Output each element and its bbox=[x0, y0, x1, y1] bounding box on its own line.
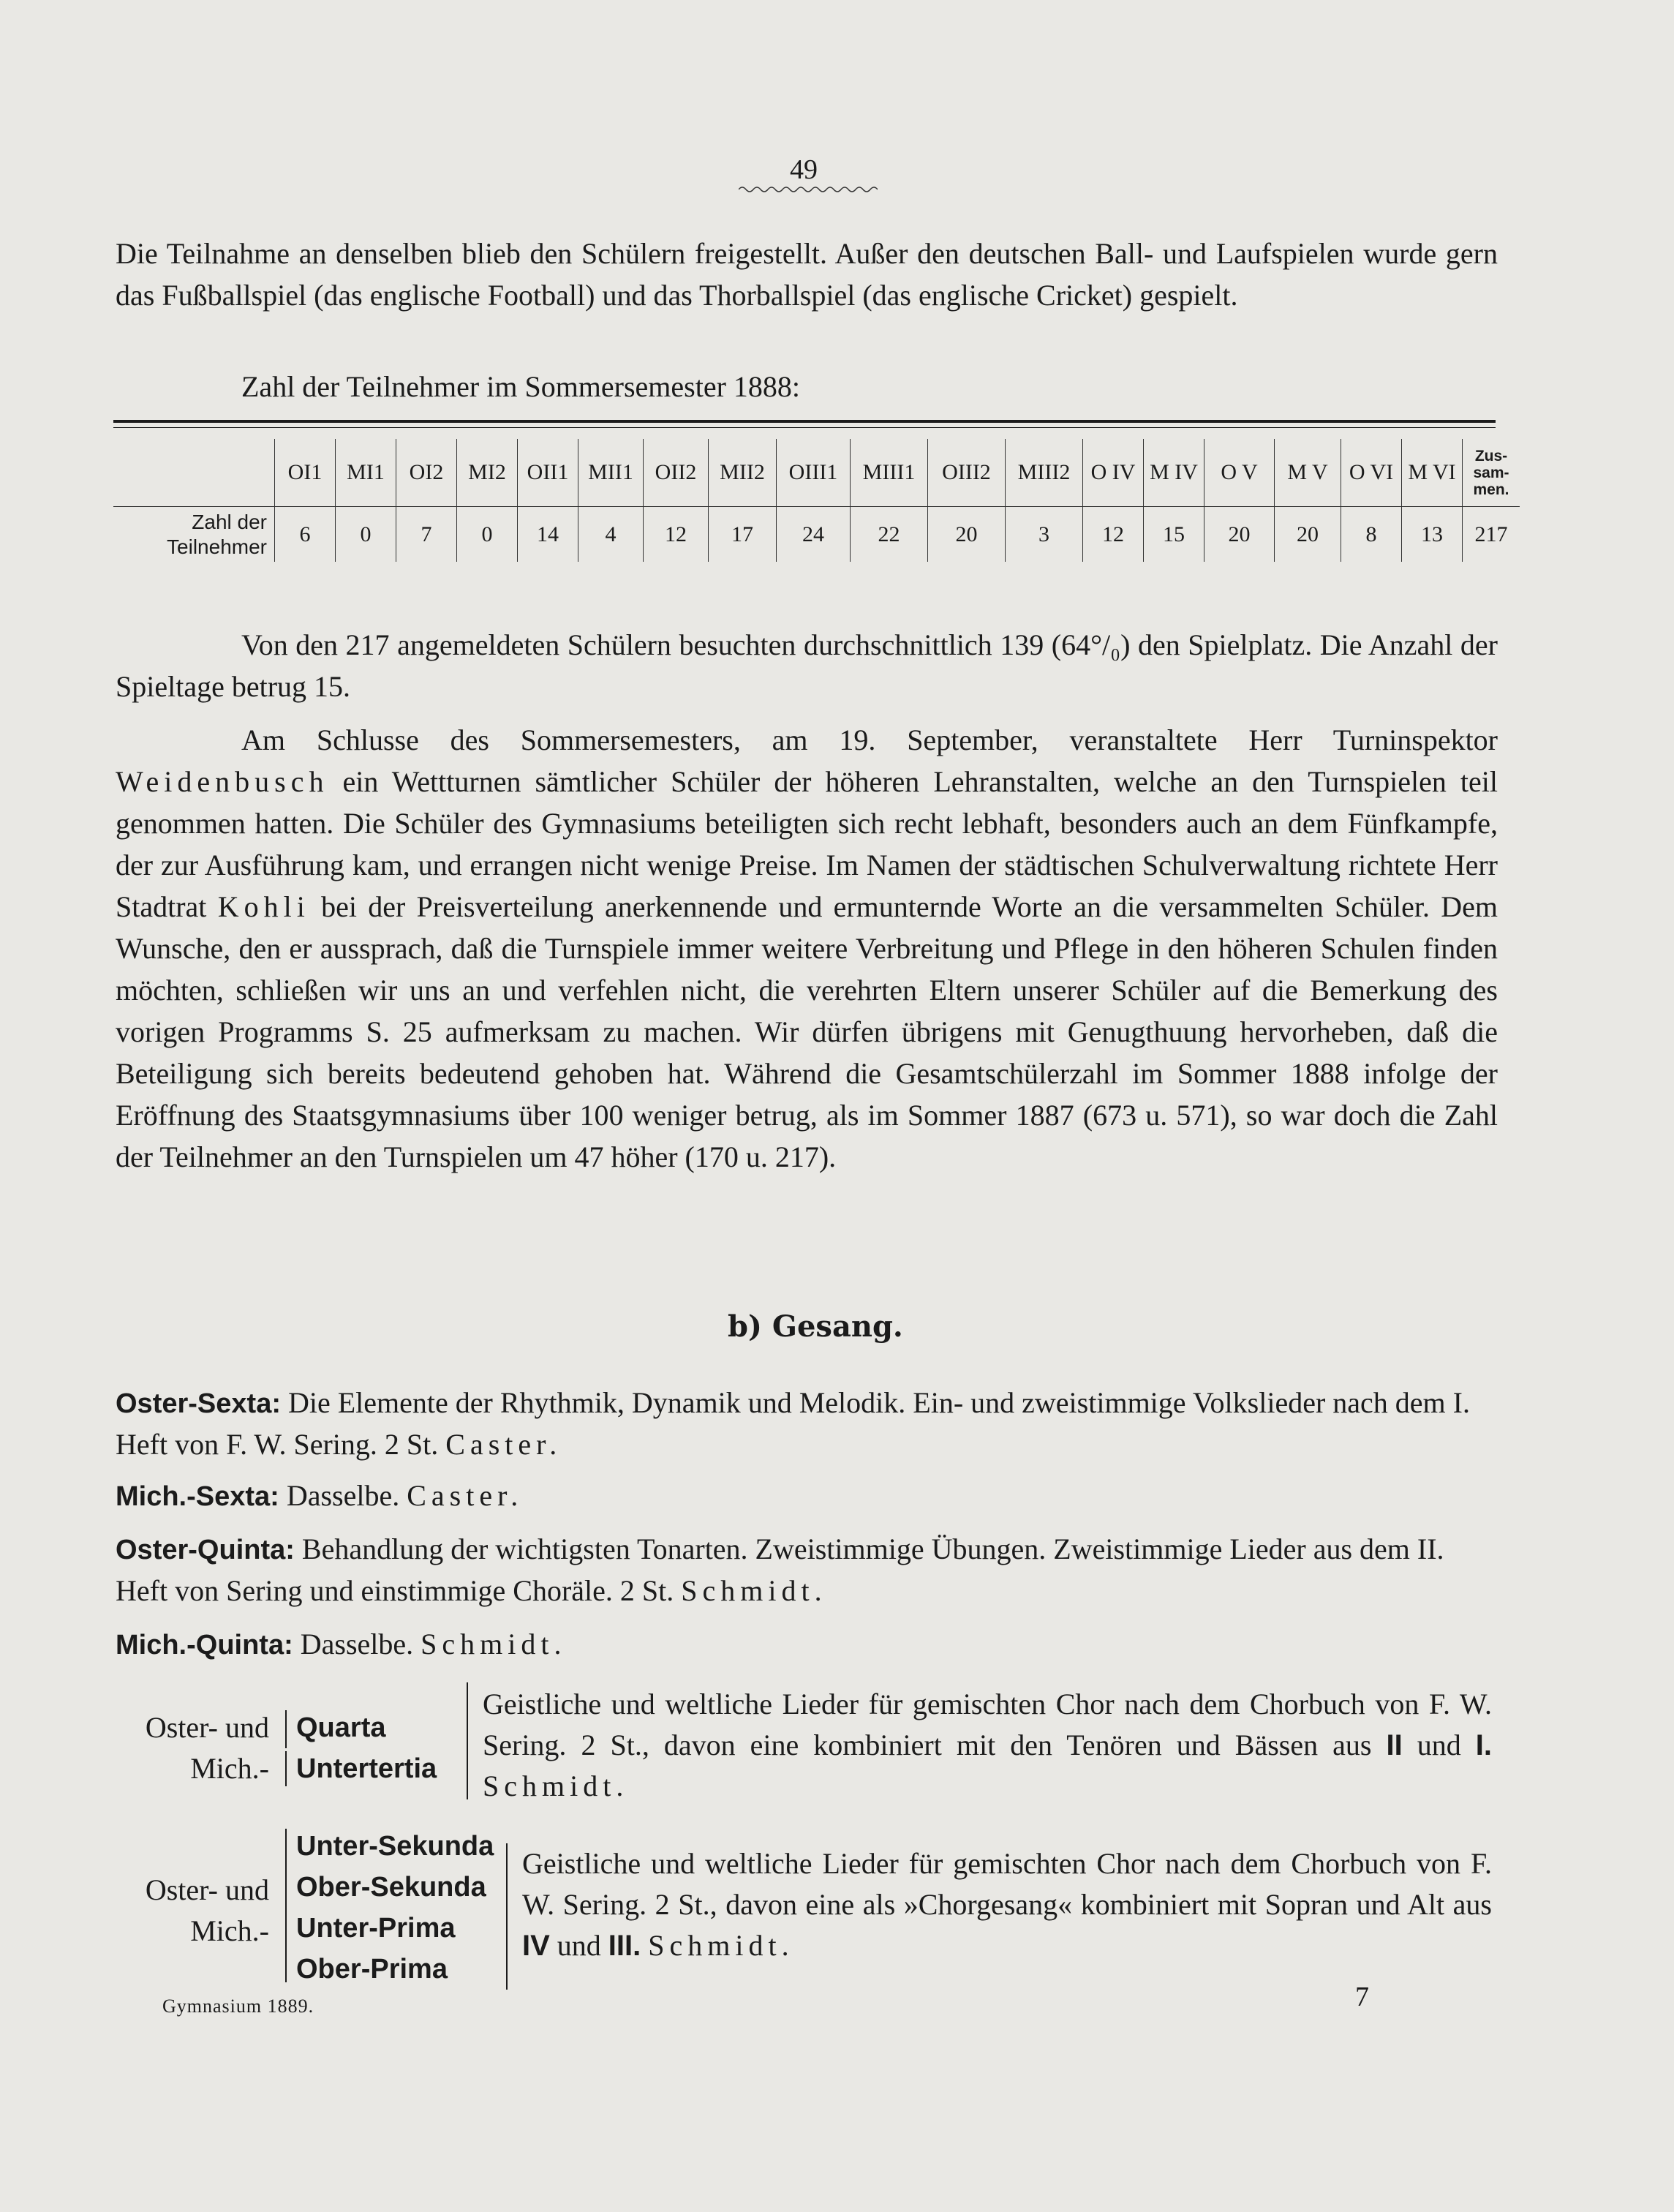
table-cell: 0 bbox=[336, 507, 396, 563]
group1-class-brace-bottom bbox=[285, 1751, 287, 1786]
column-header: OII2 bbox=[644, 439, 709, 507]
group2-classes: Unter-Sekunda Ober-Sekunda Unter-Prima Ober-Prima bbox=[296, 1831, 494, 1985]
column-header: MII2 bbox=[709, 439, 777, 507]
intro-paragraph: Die Teilnahme an denselben blieb den Schülern freigestellt. Außer den deutschen Ball- und Laufspielen wurde gern das Fußballspiel (das englische Football) und das Thorballspiel (das englische Cricket) gespielt. bbox=[116, 237, 1498, 312]
person-name: Weidenbusch bbox=[116, 765, 329, 798]
column-header: OII1 bbox=[518, 439, 578, 507]
table-top-rule bbox=[113, 420, 1496, 423]
row-label: Zahl der Teilnehmer bbox=[167, 510, 267, 558]
group2-semester: Oster- und Mich.- bbox=[145, 1873, 269, 1947]
section-heading: b) Gesang. bbox=[728, 1309, 903, 1344]
column-header: OIII1 bbox=[777, 439, 851, 507]
column-header: O V bbox=[1204, 439, 1275, 507]
column-header: MIII1 bbox=[851, 439, 928, 507]
table-cell: 15 bbox=[1144, 507, 1204, 563]
attendance-paragraph: Von den 217 angemeldeten Schülern besuchten durchschnittlich 139 (64°/₀) den Spielplatz. Die Anzahl der Spieltage betrug 15. bbox=[116, 628, 1498, 703]
decorative-squiggle bbox=[739, 184, 878, 195]
column-header: OI2 bbox=[396, 439, 457, 507]
table-cell: 20 bbox=[1204, 507, 1275, 563]
entry-mich-sexta: Mich.-Sexta: Dasselbe. Caster. bbox=[116, 1479, 524, 1512]
page-number: 49 bbox=[790, 154, 818, 185]
column-header: M VI bbox=[1402, 439, 1463, 507]
group1-text-brace bbox=[467, 1682, 468, 1799]
table-top-rule-thin bbox=[113, 427, 1496, 428]
group2-description: Geistliche und weltliche Lieder für gemischten Chor nach dem Chorbuch von F. W. Sering. 2 St., davon eine als »Chorgesang« kombiniert mit Sopran und Alt aus IV und III. Schmidt. bbox=[522, 1847, 1492, 1962]
table-cell: 4 bbox=[578, 507, 644, 563]
table-row bbox=[113, 507, 1520, 563]
total-cell: 217 bbox=[1463, 507, 1520, 563]
column-header: O IV bbox=[1083, 439, 1144, 507]
group1-semester: Oster- und Mich.- bbox=[145, 1711, 269, 1785]
table-caption: Zahl der Teilnehmer im Sommersemester 1888: bbox=[241, 370, 801, 403]
total-header: Zus- sam- men. bbox=[1463, 439, 1520, 507]
table-cell: 6 bbox=[275, 507, 336, 563]
table-cell: 12 bbox=[644, 507, 709, 563]
group1-class-brace-top bbox=[285, 1710, 287, 1748]
table-cell: 8 bbox=[1341, 507, 1402, 563]
column-header: OIII2 bbox=[928, 439, 1006, 507]
person-name: Kohli bbox=[217, 890, 310, 923]
participants-table bbox=[113, 439, 1520, 562]
table-cell: 7 bbox=[396, 507, 457, 563]
table-cell: 17 bbox=[709, 507, 777, 563]
table-header-row bbox=[113, 439, 1520, 507]
entry-mich-quinta: Mich.-Quinta: Dasselbe. Schmidt. bbox=[116, 1628, 567, 1660]
table-cell: 20 bbox=[928, 507, 1006, 563]
table-cell: 14 bbox=[518, 507, 578, 563]
column-header: MIII2 bbox=[1006, 439, 1083, 507]
column-header: M V bbox=[1275, 439, 1341, 507]
column-header: MI1 bbox=[336, 439, 396, 507]
group1-classes: Quarta Untertertia bbox=[296, 1712, 437, 1784]
table-cell: 0 bbox=[457, 507, 518, 563]
competition-paragraph: Am Schlusse des Sommersemesters, am 19. September, veranstaltete Herr Turninspektor Weidenbusch ein Wettturnen sämtlicher Schüler der höheren Lehranstalten, welche an den Turnspielen teil genommen hatten. Die Schüler des Gymnasiums beteiligten sich recht lebhaft, besonders auch an dem Fünfkampfe, der zur Ausführung kam, und errangen nicht wenige Preise. Im Namen der städtischen Schulverwaltung richtete Herr Stadtrat Kohli bei der Preisverteilung anerkennende und ermunternde Worte an die versammelten Schüler. Dem Wunsche, den er aussprach, daß die Turnspiele immer weitere Verbreitung und Pflege in den höheren Schulen finden möchten, schließen wir uns an und verfehlen nicht, die verehrten Eltern unserer Schüler auf die Bemerkung des vorigen Programms S. 25 aufmerksam zu machen. Wir dürfen übrigens mit Genugthuung hervorheben, daß die Beteiligung sich bereits bedeutend gehoben hat. Während die Gesamtschülerzahl im Sommer 1888 infolge der Eröffnung des Staatsgymnasiums über 100 weniger betrug, als im Sommer 1887 (673 u. 571), so war doch die Zahl der Teilnehmer an den Turnspielen um 47 höher (170 u. 217). bbox=[116, 723, 1498, 1173]
column-header: M IV bbox=[1144, 439, 1204, 507]
column-header: MI2 bbox=[457, 439, 518, 507]
group2-text-brace bbox=[506, 1843, 508, 1990]
column-header: O VI bbox=[1341, 439, 1402, 507]
group1-description: Geistliche und weltliche Lieder für gemischten Chor nach dem Chorbuch von F. W. Sering. 2 St., davon eine kombiniert mit den Tenören und Bässen aus II und I. Schmidt. bbox=[483, 1688, 1493, 1802]
table-cell: 24 bbox=[777, 507, 851, 563]
sheet-number: 7 bbox=[1355, 1982, 1369, 2012]
table-cell: 20 bbox=[1275, 507, 1341, 563]
table-cell: 22 bbox=[851, 507, 928, 563]
group2-class-brace bbox=[285, 1829, 287, 1982]
table-cell: 3 bbox=[1006, 507, 1083, 563]
table-cell: 12 bbox=[1083, 507, 1144, 563]
column-header: OI1 bbox=[275, 439, 336, 507]
table-corner bbox=[113, 439, 275, 507]
entry-oster-sexta: Oster-Sexta: Die Elemente der Rhythmik, Dynamik und Melodik. Ein- und zweistimmige Volkslieder nach dem I. Heft von F. W. Sering. 2 St. Caster. bbox=[116, 1386, 1470, 1461]
entry-oster-quinta: Oster-Quinta: Behandlung der wichtigsten Tonarten. Zweistimmige Übungen. Zweistimmige Lieder aus dem II. Heft von Sering und einstimmige Choräle. 2 St. Schmidt. bbox=[116, 1532, 1444, 1607]
footer-signature: Gymnasium 1889. bbox=[162, 1995, 314, 2017]
table-cell: 13 bbox=[1402, 507, 1463, 563]
column-header: MII1 bbox=[578, 439, 644, 507]
